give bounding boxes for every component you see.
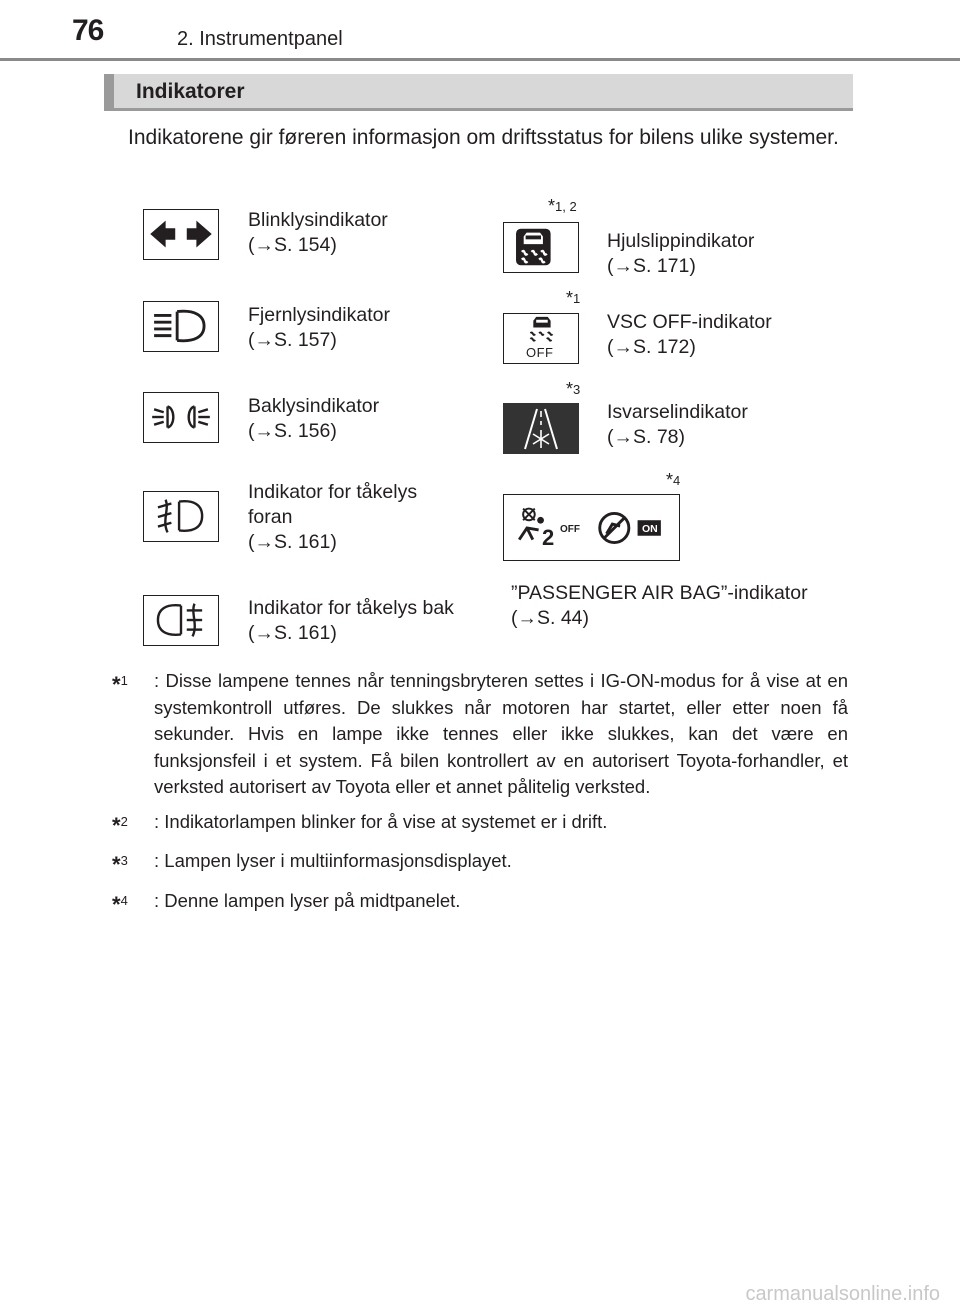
- tail-light-icon: [143, 392, 219, 443]
- footnote-2: *$^2$ : Indikatorlampen blinker for å vise at systemet er i drift.: [112, 810, 608, 838]
- watermark: carmanualsonline.info: [745, 1283, 940, 1305]
- indicator-label-vsc-off: VSC OFF-indikator (→S. 172): [607, 311, 772, 358]
- footnote-ref: *$^3$: [566, 379, 581, 399]
- vsc-off-icon: OFF: [503, 313, 579, 364]
- header-divider: [0, 58, 960, 61]
- section-title: Indikatorer: [136, 80, 245, 103]
- indicator-label-turn-signal: Blinklysindikator (→S. 154): [248, 209, 388, 256]
- rear-fog-light-icon: [143, 595, 219, 646]
- indicator-label-ice: Isvarselindikator (→S. 78): [607, 401, 748, 448]
- front-fog-light-icon: [143, 491, 219, 542]
- footnote-4: *$^4$ : Denne lampen lyser på midtpanelet.: [112, 889, 461, 917]
- indicator-label-passenger-airbag: ”PASSENGER AIR BAG”-indikator (→S. 44): [511, 582, 808, 629]
- slip-indicator-icon: [503, 222, 579, 273]
- footnote-1: *$^1$ : Disse lampene tennes når tenningsbryteren settes i IG-ON-modus for å vise at en systemkontroll utføres. De slukkes når motoren har startet, eller etter noen få sekunder. Hvis en lampe ikke tennes eller ikke slukkes, kan det være en funksjonsfeil i et system. Få bilen kontrollert av en autorisert Toyota-forhandler, et verksted autorisert av Toyota eller et annet pålitelig verksted.: [112, 670, 848, 797]
- passenger-airbag-icon: 2 OFF ON: [503, 494, 680, 561]
- footnote-ref: *$^4$: [666, 470, 681, 490]
- high-beam-icon: [143, 301, 219, 352]
- indicator-label-high-beam: Fjernlysindikator (→S. 157): [248, 304, 390, 351]
- footnote-3: *$^3$ : Lampen lyser i multiinformasjonsdisplayet.: [112, 850, 512, 878]
- turn-signal-icon: [143, 209, 219, 260]
- section-header: [104, 74, 853, 111]
- chapter-title: 2. Instrumentpanel: [177, 28, 343, 50]
- footnotes: [112, 668, 848, 927]
- indicator-label-tail-light: Baklysindikator (→S. 156): [248, 395, 380, 442]
- ice-warning-icon: [503, 403, 579, 454]
- footnote-ref: *$^{1, 2}$: [548, 196, 577, 216]
- indicator-label-slip: Hjulslippindikator (→S. 171): [607, 230, 755, 277]
- intro-paragraph: Indikatorene gir føreren informasjon om driftsstatus for bilens ulike systemer.: [128, 126, 839, 149]
- footnote-ref: *$^1$: [566, 288, 581, 308]
- indicator-label-front-fog: Indikator for tåkelys foran (→S. 161): [248, 481, 418, 553]
- indicator-label-rear-fog: Indikator for tåkelys bak (→S. 161): [248, 597, 454, 644]
- page-number: 76: [72, 14, 104, 47]
